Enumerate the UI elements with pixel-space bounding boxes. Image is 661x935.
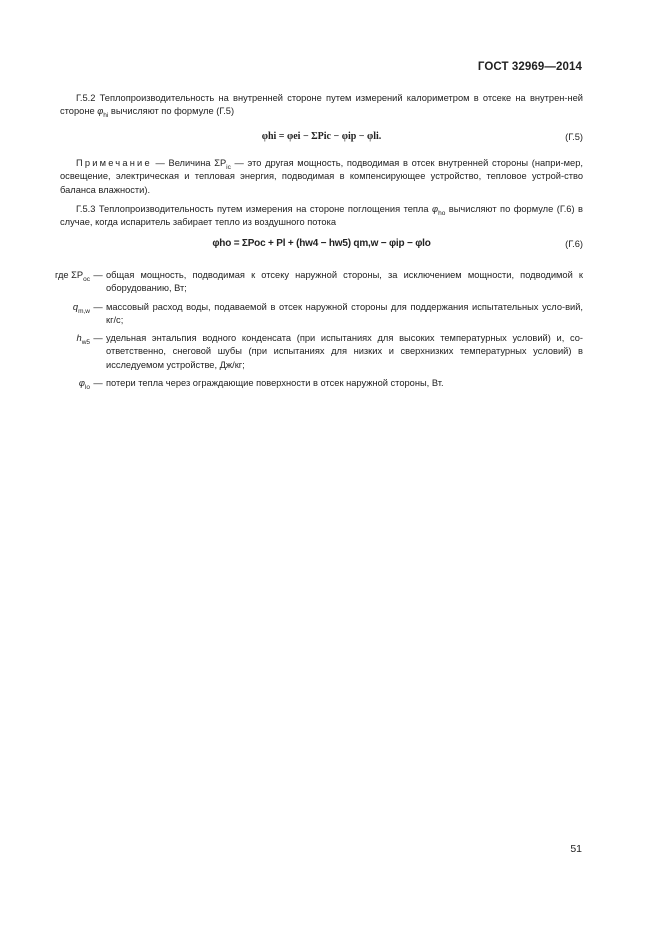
term-subscript: lo — [84, 383, 90, 391]
definition-term — [44, 332, 90, 345]
paragraph-text: Г.5.3 Теплопроизводительность путем измерения на стороне поглощения тепла — [76, 204, 432, 214]
phi-symbol: φ — [97, 106, 104, 117]
note-text: — Величина ΣP — [151, 158, 227, 168]
phi-subscript: hi — [103, 112, 109, 120]
term-subscript: m,w — [78, 307, 90, 315]
definition-term — [44, 269, 90, 282]
term-subscript: w5 — [81, 339, 90, 347]
definition-description: массовый расход воды, подаваемой в отсек наружной стороны для поддержания испытательных усло-вий, кг/с; — [106, 301, 583, 325]
definition-dash: — — [93, 378, 103, 389]
term-symbol: q — [72, 301, 79, 312]
standard-header: ГОСТ 32969—2014 — [477, 61, 582, 73]
definition-item — [44, 332, 583, 372]
note-text-end: — это другая мощность, подводимая в отсек внутренней стороны (напри-мер, освещение, электрическая и тепловая энергия, подводимая в компенсирующее устройство, тепловое устрой-ство баланса влажности). — [60, 158, 583, 195]
paragraph-text-end: вычисляют по формуле (Г.5) — [108, 106, 235, 117]
paragraph-text: Г.5.2 Теплопроизводительность на внутренней стороне путем измерений калориметром в отсеке на внутрен-ней стороне — [60, 93, 583, 117]
definition-dash: — — [93, 333, 103, 344]
definition-term — [44, 301, 90, 314]
definition-dash: — — [93, 270, 103, 280]
phi-symbol: φ — [432, 204, 439, 214]
term-subscript: oc — [83, 275, 90, 283]
definition-description: удельная энтальпия водного конденсата (при испытаниях для высоких температурных условий) и, со-ответственно, снеговой шубы (при испытаниях для низких и сверхнизких температурных условий) в исследуемом устройстве, Дж/кг; — [106, 333, 583, 370]
paragraph-g52 — [60, 92, 583, 119]
term-symbol: h — [76, 333, 82, 344]
formula-number: (Г.6) — [565, 239, 583, 249]
term-symbol: φ — [78, 378, 85, 389]
formula-g6 — [60, 238, 583, 254]
page-number: 51 — [570, 843, 582, 855]
formula-g5 — [60, 131, 583, 147]
definition-item — [44, 301, 583, 328]
definition-description: общая мощность, подводимая к отсеку наружной стороны, за исключением мощности, подводимой к оборудованию, Вт; — [106, 270, 583, 294]
definition-dash: — — [93, 301, 103, 312]
paragraph-g53 — [60, 203, 583, 230]
formula-expression: φho = ΣPoc + Pl + (hw4 − hw5) qm,w − φip − φlo — [212, 238, 431, 249]
definition-description: потери тепла через ограждающие поверхности в отсек наружной стороны, Вт. — [106, 378, 444, 389]
note-paragraph — [60, 157, 583, 197]
definition-item — [44, 269, 583, 296]
formula-number: (Г.5) — [565, 132, 583, 142]
term-symbol: где ΣP — [55, 270, 84, 280]
paragraph-text-end: вычисляют по формуле (Г.6) в случае, когда испаритель забирает тепло из воздушного потока — [60, 204, 583, 228]
phi-subscript: ho — [438, 209, 446, 217]
formula-expression: φhi = φei − ΣPic − φip − φli. — [261, 131, 382, 142]
definition-term — [44, 377, 90, 390]
note-subscript: ic — [226, 163, 231, 171]
note-label: Примечание — [76, 158, 152, 168]
definitions-list — [44, 269, 583, 395]
definition-item — [44, 377, 583, 390]
